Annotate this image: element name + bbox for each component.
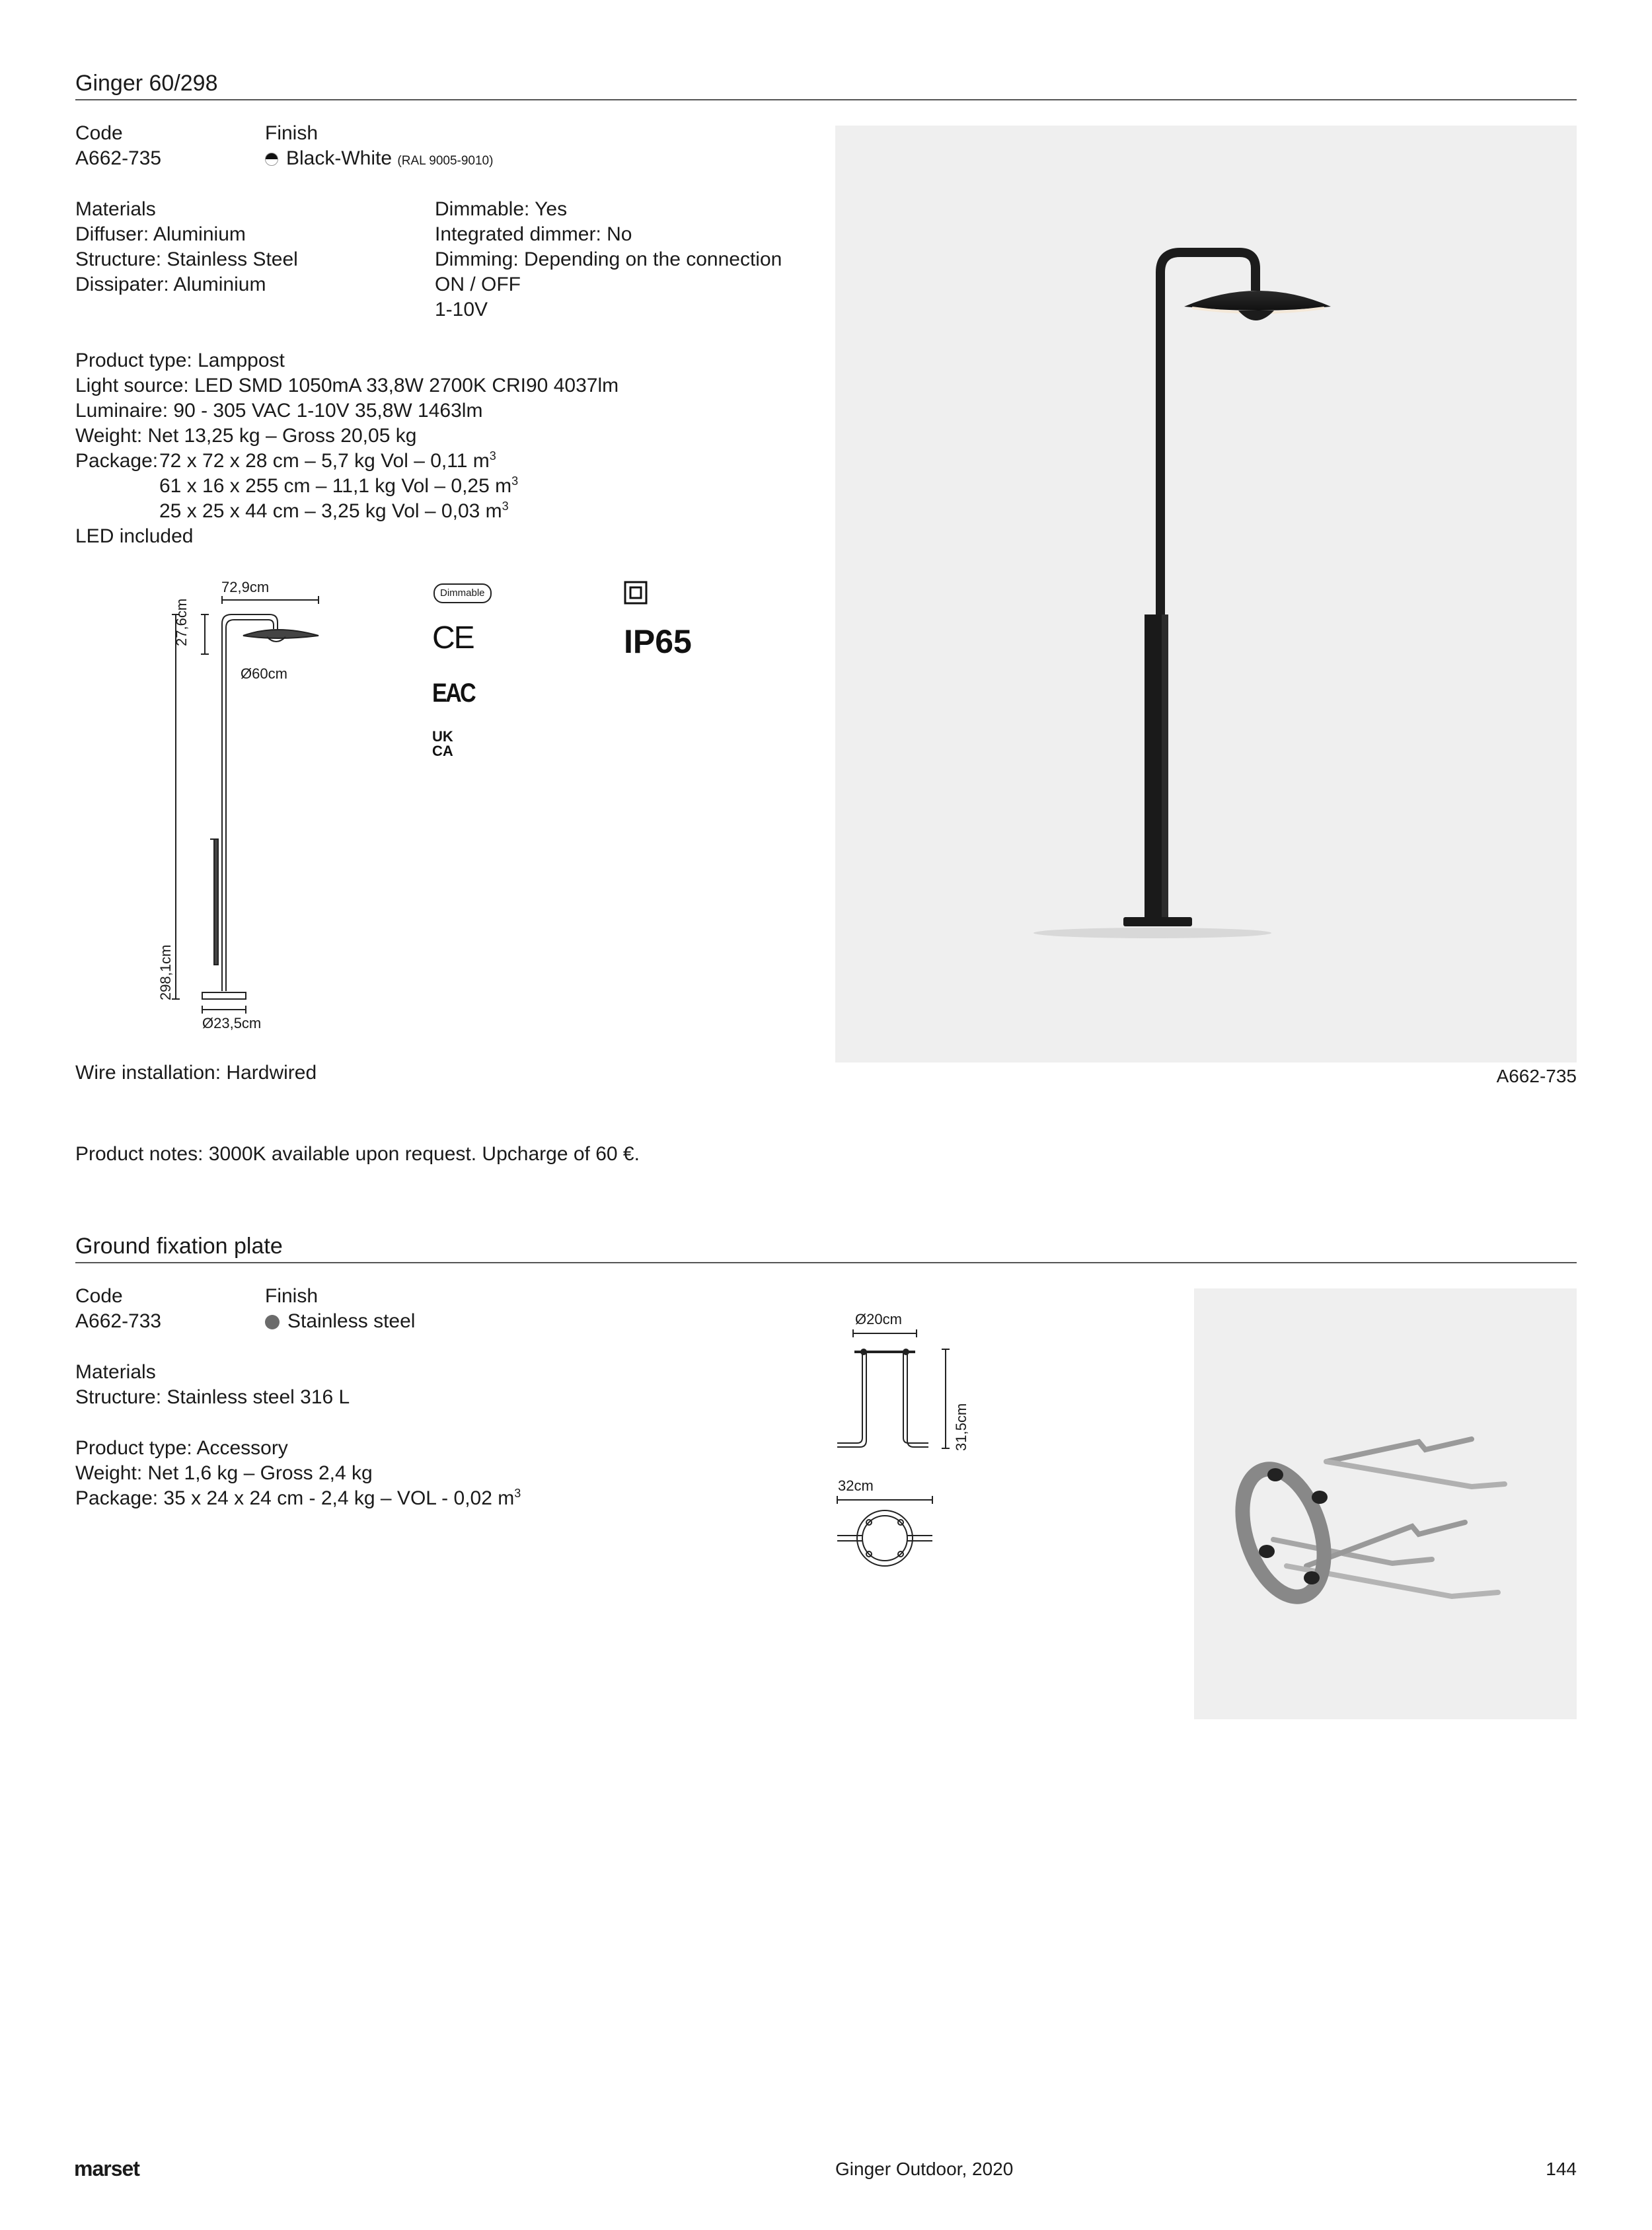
weight: Weight: Net 13,25 kg – Gross 20,05 kg: [75, 425, 417, 447]
product-type: Product type: Lamppost: [75, 350, 285, 371]
fixation-plate-render: [1194, 1288, 1577, 1719]
base-dimension-label: Ø23,5cm: [202, 1015, 262, 1031]
finish-label: Finish: [265, 122, 319, 144]
accessory-title: Ground fixation plate: [75, 1234, 283, 1259]
finish-ral: (RAL 9005-9010): [397, 154, 494, 168]
dimmable-badge: Dimmable: [433, 583, 492, 603]
accessory-product-type: Product type: Accessory: [75, 1437, 288, 1459]
finish-name: Black-White: [286, 147, 393, 169]
ukca-line: CA: [432, 743, 453, 759]
code-label: Code: [75, 122, 123, 144]
plate-diameter-label: Ø20cm: [855, 1311, 902, 1327]
cube-sup: 3: [502, 500, 509, 513]
cube-sup: 3: [489, 449, 496, 463]
plate-width-label: 32cm: [838, 1477, 874, 1494]
package-item: [159, 449, 496, 474]
accessory-photo: [1194, 1288, 1577, 1719]
package-text: 72 x 72 x 28 cm – 5,7 kg Vol – 0,11 m: [159, 450, 490, 472]
accessory-weight: Weight: Net 1,6 kg – Gross 2,4 kg: [75, 1462, 373, 1484]
accessory-code-label: Code: [75, 1285, 123, 1307]
footer-collection: Ginger Outdoor, 2020: [835, 2159, 1014, 2179]
dimming-item: Dimming: Depending on the connection: [435, 248, 782, 270]
accessory-finish-value: [265, 1309, 415, 1334]
product-notes: Product notes: 3000K available upon request. Upcharge of 60 €.: [75, 1143, 640, 1165]
total-height-dimension-label: 298,1cm: [157, 944, 174, 1000]
ce-mark-icon: CE: [432, 620, 474, 655]
cube-sup: 3: [514, 1487, 521, 1500]
material-item: Dissipater: Aluminium: [75, 274, 266, 295]
accessory-finish-label: Finish: [265, 1285, 319, 1307]
brand-logo: marset: [74, 2157, 139, 2180]
luminaire: Luminaire: 90 - 305 VAC 1-10V 35,8W 1463lm: [75, 400, 483, 422]
cube-sup: 3: [511, 474, 519, 488]
dimming-item: Dimmable: Yes: [435, 198, 568, 220]
material-item: Diffuser: Aluminium: [75, 223, 246, 245]
dimming-item: Integrated dimmer: No: [435, 223, 632, 245]
finish-value: [265, 146, 493, 174]
package-text: 25 x 25 x 44 cm – 3,25 kg Vol – 0,03 m: [159, 500, 502, 522]
light-source: Light source: LED SMD 1050mA 33,8W 2700K CRI90 4037lm: [75, 375, 619, 396]
dimming-item: 1-10V: [435, 299, 488, 320]
head-height-dimension-label: 27,6cm: [173, 598, 190, 646]
ukca-mark-icon: [432, 729, 453, 759]
photo-caption: A662-735: [1496, 1066, 1577, 1086]
dimming-item: ON / OFF: [435, 274, 521, 295]
ip-rating: IP65: [624, 623, 692, 660]
section-divider: [75, 99, 1577, 100]
package-item: [159, 499, 509, 524]
diffuser-dimension-label: Ø60cm: [241, 665, 287, 682]
material-item: Structure: Stainless Steel: [75, 248, 298, 270]
accessory-code: A662-733: [75, 1310, 162, 1332]
accessory-package: [75, 1486, 521, 1511]
width-dimension-label: 72,9cm: [221, 579, 270, 595]
materials-heading: Materials: [75, 198, 156, 220]
accessory-structure: Structure: Stainless steel 316 L: [75, 1386, 350, 1408]
finish-swatch-icon: [265, 1315, 280, 1329]
product-code: A662-735: [75, 147, 162, 169]
accessory-package-text: Package: 35 x 24 x 24 cm - 2,4 kg – VOL - 0,02 m: [75, 1487, 515, 1509]
led-included: LED included: [75, 525, 194, 547]
class-ii-insulation-icon: [624, 581, 648, 605]
package-label: Package:: [75, 450, 159, 472]
accessory-materials-heading: Materials: [75, 1361, 156, 1383]
page-number: 144: [1546, 2159, 1577, 2179]
section-divider: [75, 1262, 1577, 1263]
wire-installation: Wire installation: Hardwired: [75, 1062, 317, 1084]
product-photo: [835, 126, 1577, 1062]
ukca-line: UK: [432, 728, 453, 745]
plate-height-label: 31,5cm: [953, 1403, 969, 1451]
product-title: Ginger 60/298: [75, 71, 218, 96]
accessory-finish-name: Stainless steel: [287, 1310, 416, 1332]
lamppost-render: [835, 126, 1577, 1062]
eac-mark-icon: EAC: [432, 679, 475, 708]
finish-swatch-icon: [265, 153, 278, 166]
package-item: [159, 474, 518, 499]
package-text: 61 x 16 x 255 cm – 11,1 kg Vol – 0,25 m: [159, 475, 512, 497]
